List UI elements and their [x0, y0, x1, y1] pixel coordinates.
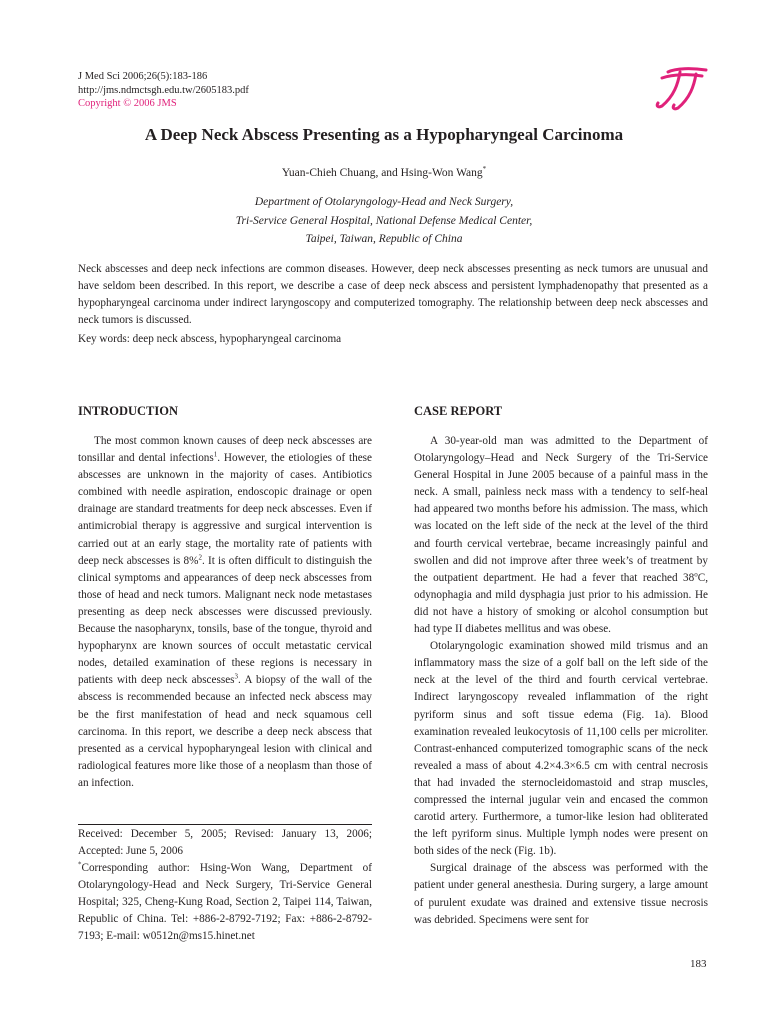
affiliation-line: Taipei, Taiwan, Republic of China	[305, 233, 463, 245]
corresponding-mark: *	[482, 165, 487, 173]
article-title: A Deep Neck Abscess Presenting as a Hypopharyngeal Carcinoma	[144, 125, 624, 144]
received-dates: Received: December 5, 2005; Revised: January 13, 2006; Accepted: June 5, 2006	[78, 828, 372, 857]
affiliation-line: Department of Otolaryngology-Head and Neck Surgery,	[254, 196, 514, 208]
introduction-heading: INTRODUCTION	[78, 404, 179, 418]
case-report-heading: CASE REPORT	[414, 404, 503, 418]
copyright: Copyright © 2006 JMS	[78, 98, 177, 109]
journal-logo-icon	[652, 66, 712, 112]
journal-header	[78, 70, 249, 111]
case-report-paragraph: A 30-year-old man was admitted to the Department of Otolaryngology–Head and Neck Surgery of the Tri-Service General Hospital in June 2005 because of a painful mass in the neck. A small, painless neck mass with a tendency to self-heal had appeared two months before his admission. The mass, which was located on the left side of the neck at the level of the third and fourth cervical vertebrae, became increasingly painful and swollen and did not improve after three week’s of treatment by the outpatient department. He had a fever that reached 38$^o$C, odynophagia and mild dysphagia just prior to his admission. He did not have a history of smoking or alcohol consumption but had type II diabetes mellitus and was obese.	[414, 435, 708, 636]
reference-mark: 2	[198, 552, 202, 561]
footnote	[78, 826, 372, 945]
page-number: 183	[690, 958, 707, 970]
case-report-paragraph: Surgical drainage of the abscess was performed with the patient under general anesthesia. During surgery, a large amount of purulent exudate was drained and extensive tissue necrosis was debrided. Specimens were sent for	[414, 862, 708, 926]
abstract: Neck abscesses and deep neck infections are common diseases. However, deep neck abscesses presenting as neck tumors are unusual and have seldom been described. In this report, we describe a case of deep neck abscess and persistent lymphadenopathy that presented as a hypopharyngeal carcinoma under indirect laryngoscopy and computerized tomography. The relationship between deep neck abscesses and neck tumors is discussed.	[78, 263, 708, 326]
affiliation-line: Tri-Service General Hospital, National Defense Medical Center,	[235, 214, 533, 227]
affiliation	[0, 193, 768, 249]
reference-mark: 3	[234, 672, 239, 681]
author-names: Yuan-Chieh Chuang, and Hsing-Won Wang	[281, 166, 483, 179]
footnote-divider	[78, 824, 372, 825]
degree-mark: o	[694, 570, 698, 579]
case-report-paragraph: Otolaryngologic examination showed mild trismus and an inflammatory mass the size of a golf ball on the left side of the neck at the level of the third and fourth cervical vertebrae. Indirect laryngoscopy revealed inflammation of the right pyriform sinus and soft tissue edema (Fig. 1a). Blood examination revealed leukocytosis of 11,100 cells per microliter. Contrast-enhanced computerized tomographic scans of the neck revealed a mass of about 4.2×4.3×6.5 cm with central necrosis that had invaded the sternocleidomastoid and strap muscles, compressed the internal jugular vein and encased the common carotid artery. Furthermore, a tumor-like lesion had obliterated the left pyriform sinus. Multiple lymph nodes were present on both sides of the neck (Fig. 1b).	[414, 640, 708, 858]
corresponding-author: *Corresponding author: Hsing-Won Wang, Department of Otolaryngology-Head and Neck Surgery, Tri-Service General Hospital; 325, Cheng-Kung Road, Section 2, Taipei 114, Taiwan, Republic of China. Tel: +886-2-8792-7192; Fax: +886-2-8792-7193; E-mail: w0512n@ms15.hinet.net	[78, 860, 372, 942]
citation: J Med Sci 2006;26(5):183-186	[78, 71, 208, 82]
reference-mark: 1	[213, 450, 218, 459]
introduction-section	[78, 403, 372, 792]
authors	[0, 165, 768, 179]
case-report-section	[414, 403, 708, 929]
introduction-paragraph: The most common known causes of deep neck abscesses are tonsillar and dental infections$^1$. However, the etiologies of these abscesses are unknown in the majority of cases. Antibiotics combined with needle aspiration, endoscopic drainage or open drainage are standard treatments for deep neck abscesses. Even if antimicrobial therapy is aggressive and surgical intervention is carried out at an early stage, the mortality rate of patients with deep neck abscesses is 8%$^2$. It is often difficult to distinguish the clinical symptoms and appearances of deep neck abscesses from those of head and neck tumors. Malignant neck node metastases presenting as deep neck abscesses were discussed previously. Because the nasopharynx, tonsils, base of the tongue, thyroid and hypopharynx are known sources of occult metastatic cervical nodes, detailed examination of these regions is necessary in patients with deep neck abscesses$^3$. A biopsy of the wall of the abscess is recommended because an infected neck abscess may be the first manifestation of head and neck squamous cell carcinoma. In this report, we describe a deep neck abscess that presented as a cervical hypopharyngeal lesion with clinical and radiological features more like those of a neoplasm than those of an infection.	[78, 435, 373, 789]
article-url[interactable]: http://jms.ndmctsgh.edu.tw/2605183.pdf	[78, 84, 249, 96]
keywords: Key words: deep neck abscess, hypopharyngeal carcinoma	[78, 333, 342, 345]
